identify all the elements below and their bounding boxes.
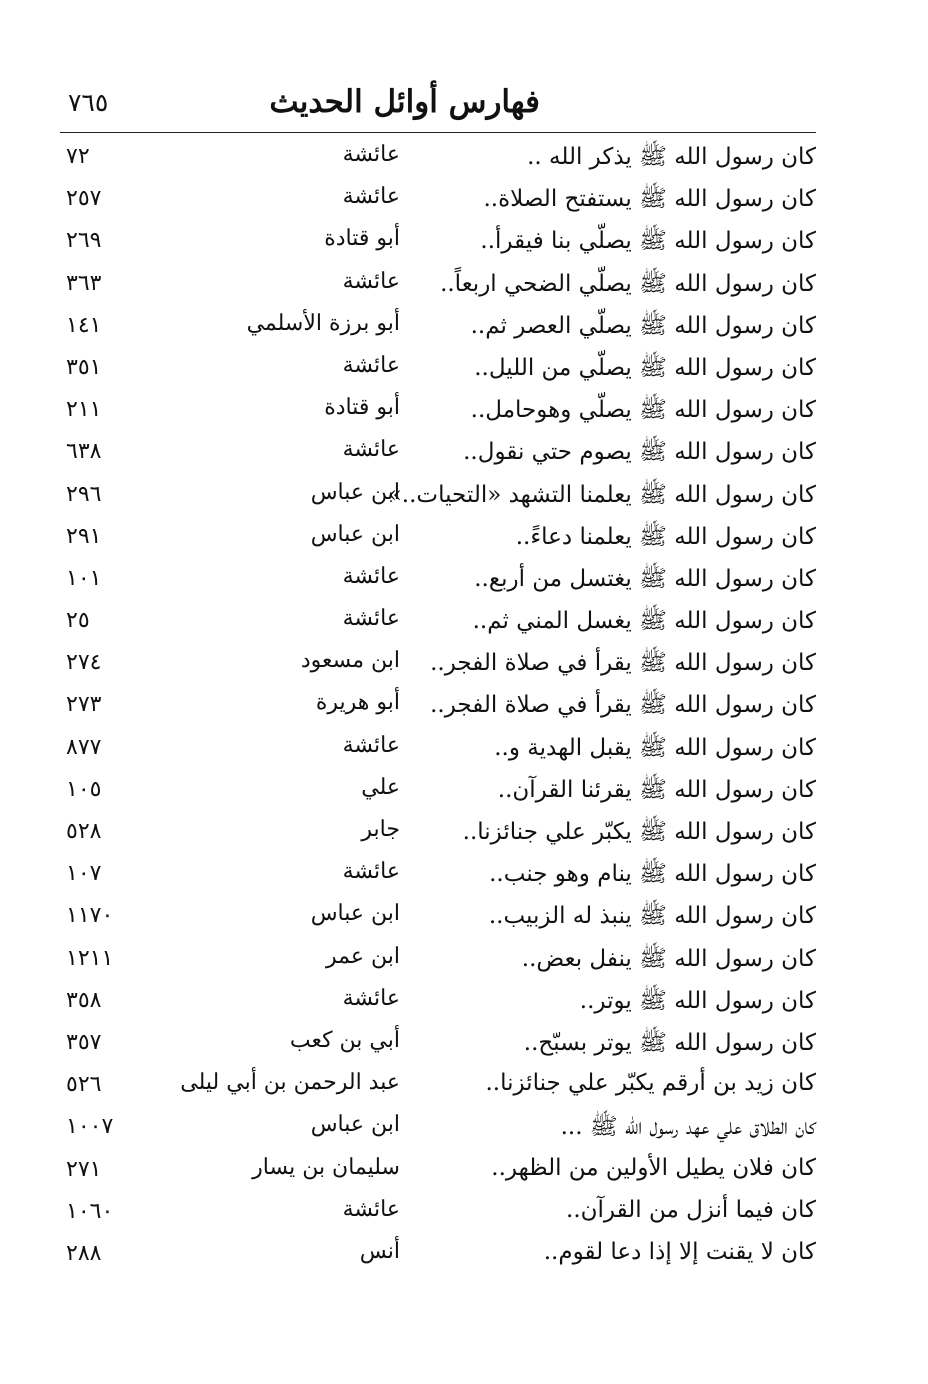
index-row: [60, 182, 816, 224]
narrator-name: عائشة: [342, 563, 400, 589]
narrator-name: سليمان بن يسار: [252, 1154, 400, 1180]
hadith-opening-text: كان زيد بن أرقم يكبّر علي جنائزنا..: [485, 1070, 816, 1097]
hadith-number: ١٠٧: [66, 861, 102, 887]
narrator-name: عائشة: [342, 985, 400, 1011]
hadith-opening-text: كان رسول الله ﷺ يقبل الهدية و..: [494, 734, 816, 761]
hadith-number: ٣٥٧: [66, 1029, 102, 1055]
index-row: [60, 942, 816, 984]
hadith-opening-text: كان رسول الله ﷺ يصلّي العصر ثم..: [470, 312, 816, 339]
hadith-opening-text: كان رسول الله ﷺ ينام وهو جنب..: [489, 861, 816, 888]
narrator-name: ابن عباس: [310, 1112, 400, 1138]
hadith-opening-text: كان رسول الله ﷺ يوتر..: [579, 987, 816, 1014]
hadith-opening-text: كان رسول الله ﷺ يغتسل من أربع..: [474, 565, 816, 592]
narrator-name: عائشة: [342, 437, 400, 463]
index-row: [60, 1195, 816, 1237]
hadith-opening-text: كان رسول الله ﷺ ينفل بعض..: [521, 945, 816, 972]
hadith-opening-text: كان رسول الله ﷺ يصلّي الضحي اربعاً..: [440, 270, 816, 297]
narrator-name: ابن عباس: [310, 479, 400, 505]
index-row: [60, 435, 816, 477]
hadith-number: ٢٧١: [66, 1156, 102, 1182]
index-row: [60, 267, 816, 309]
hadith-opening-text: كان رسول الله ﷺ يذكر الله ..: [527, 144, 816, 170]
index-row: [60, 646, 816, 688]
narrator-name: عائشة: [342, 859, 400, 885]
narrator-name: أبو قتادة: [324, 395, 400, 421]
narrator-name: ابن عمر: [326, 943, 400, 969]
hadith-number: ٢٥٧: [66, 186, 102, 212]
index-row: [60, 1110, 816, 1152]
index-row: [60, 393, 816, 435]
hadith-number: ١٠٦٠: [66, 1198, 114, 1224]
hadith-opening-text: كان رسول الله ﷺ ينبذ له الزبيب..: [488, 903, 816, 930]
index-row: [60, 351, 816, 393]
hadith-number: ٢٩٦: [66, 481, 102, 507]
header-rule: [60, 132, 816, 133]
hadith-opening-text: كان رسول الله ﷺ يستفتح الصلاة..: [483, 186, 816, 213]
hadith-number: ٣٦٣: [66, 270, 102, 296]
index-row: [60, 309, 816, 351]
index-row: [60, 984, 816, 1026]
hadith-opening-text: كان رسول الله ﷺ يكبّر علي جنائزنا..: [462, 819, 816, 845]
hadith-number: ٧٢: [66, 144, 90, 169]
hadith-number: ٥٢٦: [66, 1072, 102, 1098]
index-row: [60, 1237, 816, 1279]
index-row: [60, 224, 816, 266]
narrator-name: جابر: [361, 817, 400, 842]
index-row: [60, 520, 816, 562]
hadith-opening-text: كان رسول الله ﷺ يصلّي من الليل..: [474, 354, 816, 381]
hadith-opening-text: كان رسول الله ﷺ يقرئنا القرآن..: [497, 776, 816, 803]
hadith-opening-text: كان رسول الله ﷺ يعلمنا دعاءً..: [515, 523, 816, 550]
hadith-number: ٢٩١: [66, 523, 102, 549]
index-row: [60, 478, 816, 520]
hadith-opening-text: كان فلان يطيل الأولين من الظهر..: [491, 1154, 816, 1181]
hadith-opening-text: كان رسول الله ﷺ يوتر بسبّح..: [523, 1029, 816, 1056]
narrator-name: عائشة: [342, 268, 400, 294]
narrator-name: أبو برزة الأسلمي: [246, 310, 400, 336]
hadith-number: ٢٨٨: [66, 1240, 102, 1266]
hadith-number: ٢١١: [66, 397, 102, 423]
hadith-number: ٦٣٨: [66, 439, 102, 465]
hadith-number: ١٠٥: [66, 776, 102, 802]
narrator-name: ابن عباس: [310, 901, 400, 927]
index-row: [60, 1068, 816, 1110]
page-number: ٧٦٥: [68, 88, 109, 117]
hadith-number: ٥٢٨: [66, 819, 102, 844]
hadith-number: ٣٥٨: [66, 987, 102, 1013]
index-row: [60, 899, 816, 941]
narrator-name: عائشة: [342, 142, 400, 167]
page-title: فهارس أوائل الحديث: [269, 84, 540, 120]
narrator-name: علي: [361, 774, 400, 800]
page-header: [60, 84, 816, 128]
hadith-opening-text: كان رسول الله ﷺ يغسل المني ثم..: [472, 608, 816, 635]
hadith-opening-text: كان الطلاق علي عهد رسول الله ﷺ ...: [560, 1114, 816, 1141]
hadith-number: ١٢١١: [66, 945, 114, 971]
narrator-name: أبي بن كعب: [289, 1027, 400, 1053]
narrator-name: عائشة: [342, 352, 400, 378]
narrator-name: عائشة: [342, 606, 400, 632]
hadith-number: ٢٦٩: [66, 228, 102, 254]
index-row: [60, 604, 816, 646]
hadith-number: ٢٧٣: [66, 692, 102, 718]
index-row: [60, 140, 816, 182]
hadith-opening-text: كان رسول الله ﷺ يصلّي وهوحامل..: [470, 397, 816, 424]
hadith-number: ١١٧٠: [66, 903, 114, 929]
hadith-number: ٣٥١: [66, 354, 102, 380]
hadith-opening-text: كان رسول الله ﷺ يقرأ في صلاة الفجر..: [430, 650, 816, 677]
hadith-index-list: [60, 140, 816, 1279]
narrator-name: أنس: [359, 1238, 400, 1264]
index-row: [60, 562, 816, 604]
hadith-opening-text: كان رسول الله ﷺ يصلّي بنا فيقرأ..: [480, 228, 816, 255]
narrator-name: ابن مسعود: [300, 648, 400, 674]
index-row: [60, 857, 816, 899]
hadith-opening-text: كان رسول الله ﷺ يقرأ في صلاة الفجر..: [430, 692, 816, 719]
narrator-name: أبو قتادة: [324, 226, 400, 252]
index-row: [60, 815, 816, 857]
hadith-opening-text: كان لا يقنت إلا إذا دعا لقوم..: [543, 1238, 816, 1265]
hadith-number: ١٠٠٧: [66, 1114, 114, 1140]
index-row: [60, 1153, 816, 1195]
hadith-number: ٢٧٤: [66, 650, 102, 676]
hadith-number: ٢٥: [66, 608, 90, 634]
narrator-name: عائشة: [342, 1196, 400, 1222]
hadith-number: ١٤١: [66, 312, 102, 338]
hadith-number: ٨٧٧: [66, 734, 102, 760]
index-row: [60, 773, 816, 815]
narrator-name: عائشة: [342, 732, 400, 758]
index-row: [60, 1026, 816, 1068]
hadith-opening-text: كان فيما أنزل من القرآن..: [566, 1196, 816, 1223]
hadith-opening-text: كان رسول الله ﷺ يصوم حتي نقول..: [463, 439, 816, 466]
narrator-name: عبد الرحمن بن أبي ليلى: [180, 1070, 400, 1096]
narrator-name: عائشة: [342, 184, 400, 210]
narrator-name: أبو هريرة: [315, 690, 400, 716]
index-row: [60, 731, 816, 773]
hadith-opening-text: كان رسول الله ﷺ يعلمنا التشهد «التحيات..»: [387, 481, 816, 508]
narrator-name: ابن عباس: [310, 521, 400, 547]
hadith-number: ١٠١: [66, 565, 102, 591]
index-row: [60, 688, 816, 730]
